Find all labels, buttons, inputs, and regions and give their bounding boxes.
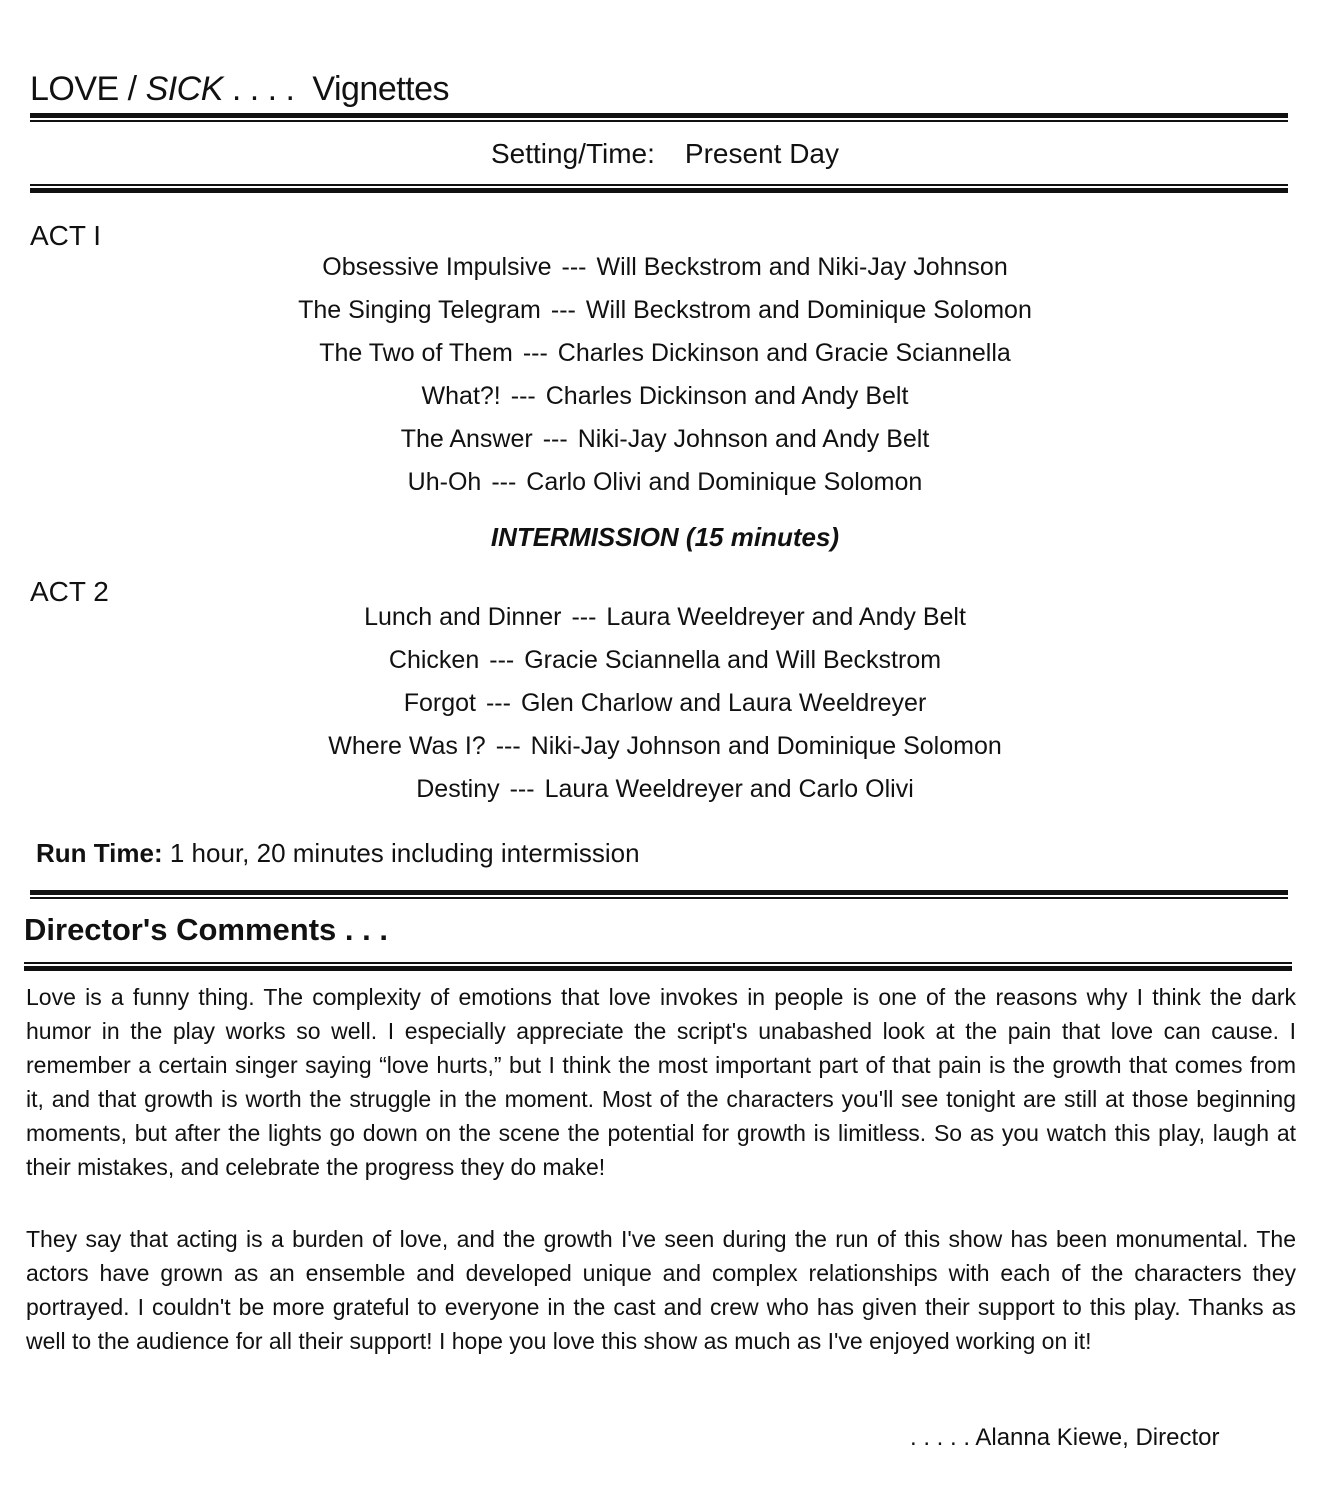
setting-label: Setting/Time: (491, 138, 655, 169)
scene-separator: --- (495, 732, 521, 760)
scene-cast: Gracie Sciannella and Will Beckstrom (524, 646, 942, 674)
title-love: LOVE / (30, 70, 146, 108)
scene-cast: Laura Weeldreyer and Carlo Olivi (544, 775, 914, 803)
scene-separator: --- (485, 689, 511, 717)
scene-cast: Niki-Jay Johnson and Dominique Solomon (530, 732, 1002, 760)
setting-line (0, 138, 1330, 170)
scene-separator: --- (571, 603, 597, 631)
scene-title: Where Was I? (328, 732, 486, 760)
directors-comments-heading: Director's Comments . . . (24, 912, 388, 947)
scene-row (0, 246, 1330, 289)
scene-row (0, 418, 1330, 461)
scene-title: What?! (421, 382, 501, 410)
divider-double-rule (30, 890, 1288, 899)
title-sick: SICK (145, 70, 223, 108)
scene-row (0, 639, 1330, 682)
act-2-heading: ACT 2 (30, 576, 109, 607)
scene-title: The Answer (400, 425, 533, 453)
scene-row (0, 289, 1330, 332)
scene-row (0, 768, 1330, 811)
comments-paragraph-1: Love is a funny thing. The complexity of emotions that love invokes in people is one of the reasons why I think the dark humor in the play works so well. I especially appreciate the script's unabashed look at the pain that love can cause. I remember a certain singer saying “love hurts,” but I think the most important part of that pain is the growth that comes from it, and that growth is worth the struggle in the moment. Most of the characters you'll see tonight are still at those beginning moments, but after the lights go down on the scene the potential for growth is limitless. So as you watch this play, laugh at their mistakes, and celebrate the progress they do make! (26, 984, 1296, 1180)
run-time (36, 838, 640, 869)
scene-separator: --- (550, 296, 576, 324)
title-vignettes: . . . . Vignettes (222, 70, 450, 108)
scene-separator: --- (542, 425, 568, 453)
comments-paragraph-2: They say that acting is a burden of love, and the growth I've seen during the run of this show has been monumental. The actors have grown as an ensemble and developed unique and complex relationships with each of the characters they portrayed. I couldn't be more grateful to everyone in the cast and crew who has given their support to this play. Thanks as well to the audience for all their support! I hope you love this show as much as I've enjoyed working on it! (26, 1226, 1296, 1354)
scene-separator: --- (489, 646, 515, 674)
divider-double-rule (30, 113, 1288, 122)
scene-separator: --- (561, 253, 587, 281)
scene-title: Chicken (388, 646, 480, 674)
scene-row (0, 461, 1330, 504)
director-signature: . . . . . Alanna Kiewe, Director (910, 1424, 1220, 1451)
act-1-scene-list (0, 246, 1330, 504)
scene-title: Uh-Oh (407, 468, 482, 496)
divider-double-rule (24, 962, 1292, 971)
scene-cast: Laura Weeldreyer and Andy Belt (606, 603, 966, 631)
scene-row (0, 375, 1330, 418)
scene-title: Lunch and Dinner (364, 603, 562, 631)
run-time-value: 1 hour, 20 minutes including intermission (169, 838, 640, 868)
scene-row (0, 596, 1330, 639)
scene-title: Forgot (403, 689, 476, 717)
scene-cast: Niki-Jay Johnson and Andy Belt (577, 425, 930, 453)
page-title (30, 70, 449, 109)
scene-cast: Charles Dickinson and Gracie Sciannella (557, 339, 1011, 367)
scene-title: Destiny (416, 775, 500, 803)
scene-separator: --- (522, 339, 548, 367)
scene-cast: Carlo Olivi and Dominique Solomon (526, 468, 923, 496)
run-time-label: Run Time: (36, 838, 163, 868)
act-1-heading: ACT I (30, 220, 102, 251)
scene-row (0, 682, 1330, 725)
scene-row (0, 332, 1330, 375)
intermission-label: INTERMISSION (15 minutes) (490, 522, 840, 552)
scene-separator: --- (509, 775, 535, 803)
scene-title: Obsessive Impulsive (322, 253, 552, 281)
scene-separator: --- (491, 468, 517, 496)
scene-cast: Will Beckstrom and Niki-Jay Johnson (596, 253, 1008, 281)
scene-title: The Two of Them (319, 339, 513, 367)
scene-row (0, 725, 1330, 768)
scene-cast: Glen Charlow and Laura Weeldreyer (520, 689, 927, 717)
scene-cast: Charles Dickinson and Andy Belt (545, 382, 909, 410)
scene-cast: Will Beckstrom and Dominique Solomon (585, 296, 1032, 324)
scene-separator: --- (510, 382, 536, 410)
act-2-scene-list (0, 596, 1330, 811)
divider-double-rule (30, 184, 1288, 193)
scene-title: The Singing Telegram (298, 296, 541, 324)
setting-value: Present Day (684, 138, 839, 169)
